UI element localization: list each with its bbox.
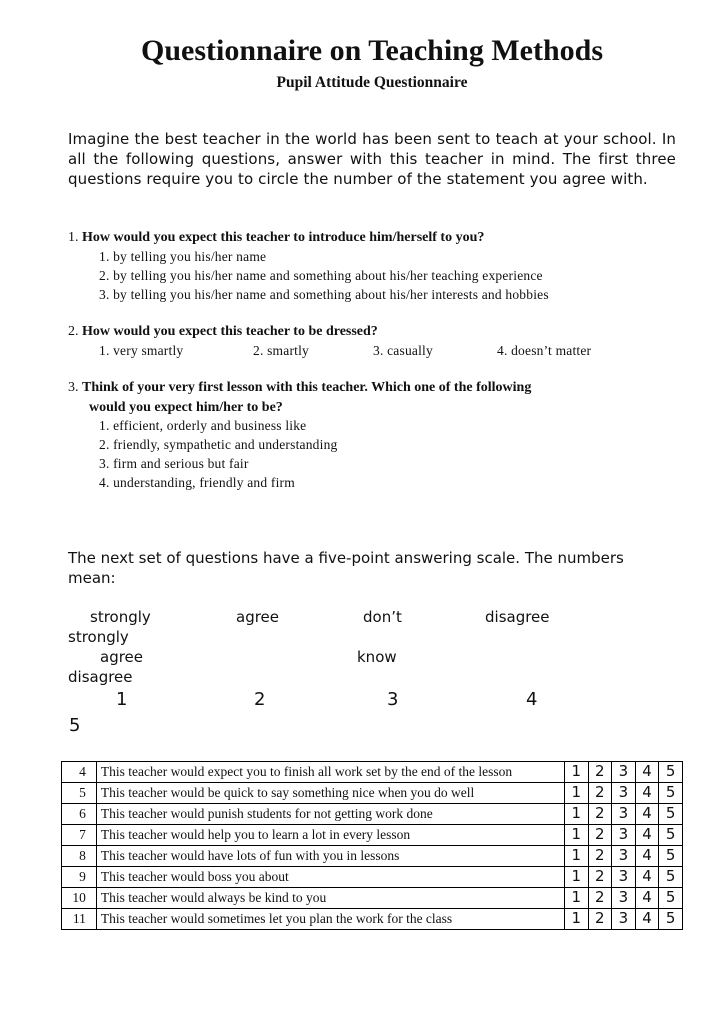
rating-option-3[interactable]: 3 xyxy=(612,846,636,867)
scale-label-agree-2: agree xyxy=(100,648,144,666)
item-statement: This teacher would sometimes let you plan the work for the class xyxy=(96,909,564,930)
rating-option-3[interactable]: 3 xyxy=(612,909,636,930)
question-3 xyxy=(68,380,531,396)
page-subtitle: Pupil Attitude Questionnaire xyxy=(276,74,468,91)
rating-table xyxy=(61,761,683,930)
table-row xyxy=(62,867,683,888)
table-row xyxy=(62,909,683,930)
rating-option-2[interactable]: 2 xyxy=(588,846,612,867)
rating-option-4[interactable]: 4 xyxy=(635,909,659,930)
rating-option-4[interactable]: 4 xyxy=(635,888,659,909)
rating-option-1[interactable]: 1 xyxy=(564,804,588,825)
rating-option-1[interactable]: 1 xyxy=(564,888,588,909)
question-text: How would you expect this teacher to be dressed? xyxy=(82,324,378,339)
item-statement: This teacher would punish students for not getting work done xyxy=(96,804,564,825)
q2-option-4[interactable]: 4. doesn’t matter xyxy=(497,343,592,358)
scale-label-strongly-agree-1: strongly xyxy=(90,608,151,626)
table-row xyxy=(62,846,683,867)
question-number: 3. xyxy=(68,380,79,395)
scale-label-disagree-2: disagree xyxy=(68,668,133,686)
table-row xyxy=(62,762,683,783)
item-number: 10 xyxy=(62,888,97,909)
rating-option-5[interactable]: 5 xyxy=(659,804,683,825)
item-statement: This teacher would always be kind to you xyxy=(96,888,564,909)
intro-paragraph: Imagine the best teacher in the world has been sent to teach at your school. In all the following questions, answer with this teacher in mind. The first three questions require you to circle the number of the statement you agree with. xyxy=(68,130,676,188)
question-text-line1: Think of your very first lesson with this teacher. Which one of the following xyxy=(82,380,532,395)
rating-option-3[interactable]: 3 xyxy=(612,783,636,804)
rating-option-5[interactable]: 5 xyxy=(659,867,683,888)
rating-option-5[interactable]: 5 xyxy=(659,762,683,783)
rating-option-3[interactable]: 3 xyxy=(612,888,636,909)
q3-option-3[interactable]: 3. firm and serious but fair xyxy=(99,456,249,471)
question-3-line2 xyxy=(89,400,283,416)
scale-label-agree: agree xyxy=(236,608,280,626)
table-row xyxy=(62,804,683,825)
rating-option-5[interactable]: 5 xyxy=(659,888,683,909)
rating-option-5[interactable]: 5 xyxy=(659,846,683,867)
item-number: 7 xyxy=(62,825,97,846)
q1-option-1[interactable]: 1. by telling you his/her name xyxy=(99,249,267,264)
question-text-line2: would you expect him/her to be? xyxy=(89,400,283,415)
rating-option-1[interactable]: 1 xyxy=(564,762,588,783)
question-number: 1. xyxy=(68,230,79,245)
item-number: 9 xyxy=(62,867,97,888)
rating-option-4[interactable]: 4 xyxy=(635,804,659,825)
rating-option-1[interactable]: 1 xyxy=(564,783,588,804)
q1-option-3[interactable]: 3. by telling you his/her name and something about his/her interests and hobbies xyxy=(99,287,549,302)
table-row xyxy=(62,888,683,909)
rating-option-4[interactable]: 4 xyxy=(635,762,659,783)
rating-option-1[interactable]: 1 xyxy=(564,867,588,888)
q1-option-2[interactable]: 2. by telling you his/her name and something about his/her teaching experience xyxy=(99,268,543,283)
scale-intro: The next set of questions have a five-point answering scale. The numbers mean: xyxy=(68,549,624,587)
q2-option-1[interactable]: 1. very smartly xyxy=(99,343,184,358)
rating-option-2[interactable]: 2 xyxy=(588,888,612,909)
rating-option-2[interactable]: 2 xyxy=(588,762,612,783)
rating-option-4[interactable]: 4 xyxy=(635,867,659,888)
rating-option-4[interactable]: 4 xyxy=(635,825,659,846)
rating-option-1[interactable]: 1 xyxy=(564,825,588,846)
item-number: 4 xyxy=(62,762,97,783)
rating-option-5[interactable]: 5 xyxy=(659,783,683,804)
scale-number-3: 3 xyxy=(387,689,399,710)
rating-option-2[interactable]: 2 xyxy=(588,783,612,804)
table-row xyxy=(62,783,683,804)
item-number: 11 xyxy=(62,909,97,930)
scale-number-2: 2 xyxy=(254,689,266,710)
item-statement: This teacher would help you to learn a lot in every lesson xyxy=(96,825,564,846)
question-number: 2. xyxy=(68,324,79,339)
q3-option-4[interactable]: 4. understanding, friendly and firm xyxy=(99,475,295,490)
q2-option-2[interactable]: 2. smartly xyxy=(253,343,309,358)
rating-option-2[interactable]: 2 xyxy=(588,909,612,930)
item-number: 8 xyxy=(62,846,97,867)
item-number: 5 xyxy=(62,783,97,804)
scale-number-4: 4 xyxy=(526,689,538,710)
rating-option-4[interactable]: 4 xyxy=(635,783,659,804)
q3-option-1[interactable]: 1. efficient, orderly and business like xyxy=(99,418,307,433)
scale-label-strongly-2: strongly xyxy=(68,628,129,646)
item-statement: This teacher would expect you to finish all work set by the end of the lesson xyxy=(96,762,564,783)
rating-option-5[interactable]: 5 xyxy=(659,825,683,846)
scale-label-dont: don’t xyxy=(363,608,402,626)
rating-option-1[interactable]: 1 xyxy=(564,846,588,867)
rating-option-1[interactable]: 1 xyxy=(564,909,588,930)
scale-number-1: 1 xyxy=(116,689,128,710)
page-title: Questionnaire on Teaching Methods xyxy=(140,34,604,67)
scale-number-5: 5 xyxy=(69,715,81,736)
question-2 xyxy=(68,324,378,340)
rating-option-3[interactable]: 3 xyxy=(612,867,636,888)
table-row xyxy=(62,825,683,846)
rating-option-2[interactable]: 2 xyxy=(588,804,612,825)
rating-option-3[interactable]: 3 xyxy=(612,804,636,825)
item-statement: This teacher would be quick to say something nice when you do well xyxy=(96,783,564,804)
rating-option-3[interactable]: 3 xyxy=(612,825,636,846)
question-1 xyxy=(68,230,484,246)
scale-label-know: know xyxy=(357,648,397,666)
rating-option-5[interactable]: 5 xyxy=(659,909,683,930)
scale-label-disagree: disagree xyxy=(485,608,550,626)
item-number: 6 xyxy=(62,804,97,825)
item-statement: This teacher would have lots of fun with you in lessons xyxy=(96,846,564,867)
q2-option-3[interactable]: 3. casually xyxy=(373,343,433,358)
q3-option-2[interactable]: 2. friendly, sympathetic and understanding xyxy=(99,437,338,452)
rating-option-3[interactable]: 3 xyxy=(612,762,636,783)
item-statement: This teacher would boss you about xyxy=(96,867,564,888)
rating-option-2[interactable]: 2 xyxy=(588,867,612,888)
rating-option-2[interactable]: 2 xyxy=(588,825,612,846)
rating-option-4[interactable]: 4 xyxy=(635,846,659,867)
question-text: How would you expect this teacher to introduce him/herself to you? xyxy=(82,230,485,245)
